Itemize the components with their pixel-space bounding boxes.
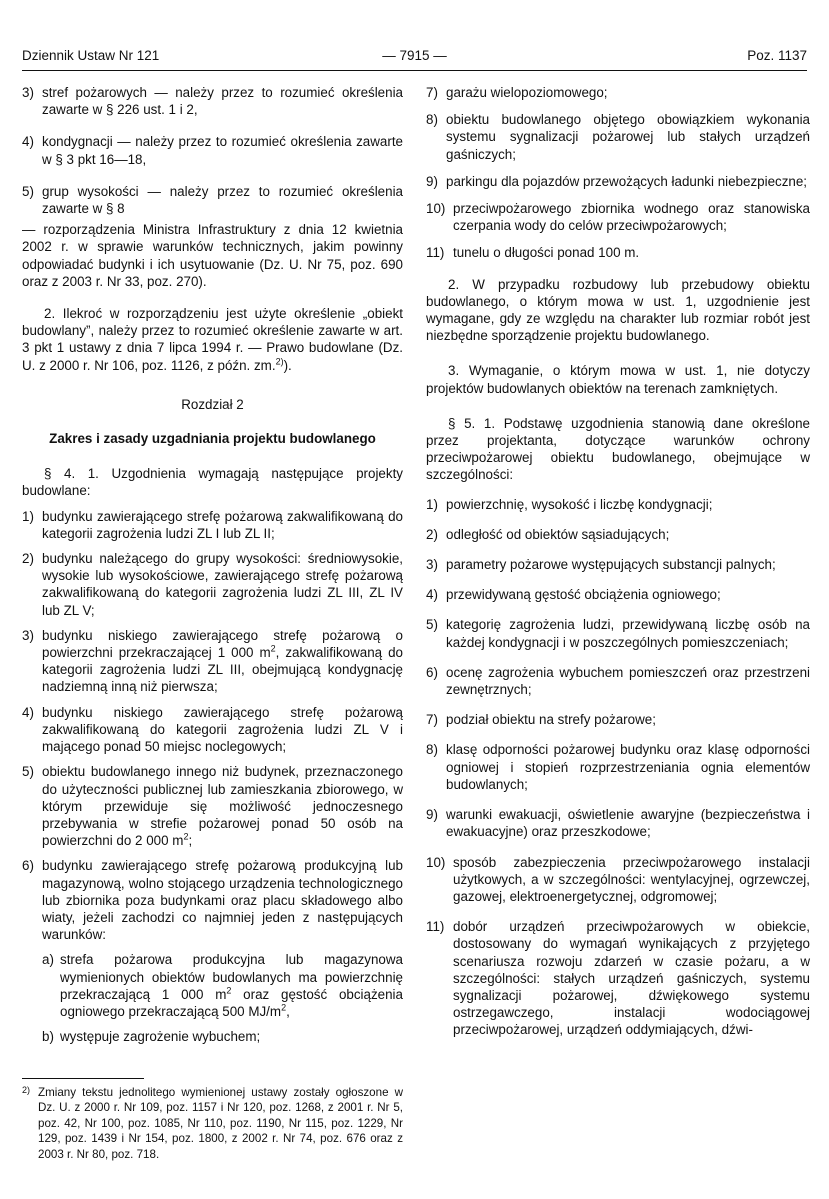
page-number: — 7915 — [382,48,447,63]
item-text: parametry pożarowe występujących substancji palnych; [446,557,776,573]
list-item [426,84,810,101]
list-item [22,550,403,619]
item-number: 4) [426,587,438,603]
item-text: dobór urządzeń przeciwpożarowych w obiekcie, dostosowany do wymagań wynikających z przyjętego scenariusza rozwoju zdarzeń w czasie pożaru, a w szczególności: stałych urządzeń gaśniczych, systemu sygnalizacji pożarowej, dźwiękowego systemu ostrzegawczego, instalacji wodociągowej przeciwpożarowej, urządzeń oddymiających, dźwi- [453,919,810,1038]
superscript: 2 [183,831,189,842]
paragraph-text: 2. Ilekroć w rozporządzeniu jest użyte określenie „obiekt budowlany”, należy przez to rozumieć określenie zawarte w art. 3 pkt 1 ustawy z dnia 7 lipca 1994 r. — Prawo budowlane (Dz. U. z 2000 r. Nr 106, poz. 1126, z późn. zm. [22,306,403,373]
sub-item [22,1028,403,1045]
list-item [426,918,810,1038]
item-text: grup wysokości — należy przez to rozumieć określenia zawarte w § 8 [42,183,403,217]
item-text: sposób zabezpieczenia przeciwpożarowego instalacji użytkowych, a w szczególności: wentylacyjnej, ogrzewczej, gazowej, elektroenergetycznej, odgromowej; [453,854,810,904]
footnote-rule [22,1078,144,1079]
list-item [426,244,810,261]
superscript: 2 [270,643,276,654]
list-item [426,111,810,163]
list-item [426,854,810,906]
item-number: 9) [426,807,438,823]
item-number: 7) [426,712,438,728]
item-number: 5) [22,183,34,199]
regulation-reference: — rozporządzenia Ministra Infrastruktury z dnia 12 kwietnia 2002 r. w sprawie warunków technicznych, jakim powinny odpowiadać budynki i ich usytuowanie (Dz. U. Nr 75, poz. 690 oraz z 2003 r. Nr 33, poz. 270). [22,222,403,289]
list-item [426,173,810,190]
footnote-ref: 2) [275,356,284,367]
sub-item-letter: a) [42,952,54,968]
item-number: 1) [22,508,34,524]
footnote-number: 2) [22,1085,31,1095]
item-number: 2) [426,526,438,542]
footnote [22,1085,403,1162]
list-item [426,496,810,513]
item-text: powierzchnię, wysokość i liczbę kondygnacji; [446,496,713,512]
list-item [22,133,403,167]
sub-item-letter: b) [42,1029,54,1045]
list-item [22,704,403,756]
superscript: 2 [226,985,232,996]
list-item [426,664,810,698]
list-item [426,806,810,840]
list-item [426,200,810,234]
item-text: tunelu o długości ponad 100 m. [453,245,640,261]
item-number: 5) [22,764,34,780]
list-item [426,711,810,728]
item-number: 7) [426,85,438,100]
item-number: 11) [426,245,445,261]
sub-item-text: , [286,1003,290,1019]
item-text: ; [188,833,193,849]
item-text: stref pożarowych — należy przez to rozumieć określenia zawarte w § 226 ust. 1 i 2, [42,85,403,118]
item-number: 3) [22,85,34,100]
header-rule [22,70,807,71]
item-number: 5) [426,617,438,633]
sub-item-text: występuje zagrożenie wybuchem; [60,1029,261,1045]
right-column [426,84,810,1039]
section-4-intro: § 4. 1. Uzgodnienia wymagają następujące projekty budowlane: [22,466,403,499]
item-text: obiektu budowlanego innego niż budynek, przeznaczonego do użyteczności publicznej lub zamieszkania zbiorowego, w którym przewiduje się możliwość jednoczesnego przebywania w strefie pożarowej ponad 50 osób na powierzchni do 2 000 m [42,764,403,849]
item-text: , zakwalifikowaną do kategorii zagrożenia ludzi ZL III, obejmującą kondygnację nadziemną inną niż pierwsza; [42,645,404,695]
item-text: odległość od obiektów sąsiadujących; [446,526,670,542]
item-text: podział obiektu na strefy pożarowe; [446,712,656,728]
list-item [22,627,403,696]
item-text: przeciwpożarowego zbiornika wodnego oraz stanowiska czerpania wody do celów przeciwpożarowych; [453,201,810,234]
list-item [426,616,810,650]
item-number: 10) [426,854,446,870]
list-item [426,741,810,793]
section-4-paragraph-2: 2. W przypadku rozbudowy lub przebudowy obiektu budowlanego, o którym mowa w ust. 1, uzgodnienie jest wymagane, gdy ze względu na charakter lub rozmiar robót jest niezbędne sporządzenie projektu budowlanego. [426,276,810,344]
list-item [426,526,810,543]
sub-item [22,951,403,1020]
item-text: garażu wielopoziomowego; [446,85,608,100]
list-item [22,857,403,943]
item-text: ocenę zagrożenia wybuchem pomieszczeń oraz przestrzeni zewnętrznych; [446,664,810,698]
item-number: 6) [426,664,438,680]
item-number: 11) [426,919,445,935]
paragraph-end: ). [283,357,292,373]
item-number: 6) [22,858,34,874]
page-header [22,48,807,68]
list-item [22,183,403,217]
item-text: budynku niskiego zawierającego strefę pożarową o powierzchni przekraczającej 1 000 m [42,627,403,661]
item-text: obiektu budowlanego objętego obowiązkiem wykonania systemu sygnalizacji pożarowej lub stałych urządzeń gaśniczych; [446,112,810,162]
chapter-title: Zakres i zasady uzgadniania projektu budowlanego [49,431,376,447]
item-text: budynku należącego do grupy wysokości: średniowysokie, wysokie lub wysokościowe, zawierającego strefę pożarową zakwalifikowaną do kategorii zagrożenia ludzi ZL III, ZL IV lub ZL V; [42,551,403,618]
section-4-paragraph-3: 3. Wymaganie, o którym mowa w ust. 1, nie dotyczy projektów budowlanych obiektów na terenach zamkniętych. [426,363,810,396]
list-item [22,508,403,542]
item-number: 3) [426,557,438,573]
sub-item-text: strefa pożarowa produkcyjna lub magazynowa wymienionych obiektów budowlanych ma powierzchnię przekraczającą 1 000 m [60,952,403,1002]
position-number: Poz. 1137 [747,48,807,63]
item-number: 8) [426,742,438,758]
item-text: budynku zawierającego strefę pożarową produkcyjną lub magazynową, wolno stojącego urządzenia technologicznego lub zbiornika poza budynkami oraz placu składowego albo wiaty, jeżeli zachodzi co najmniej jeden z następujących warunków: [42,858,403,943]
list-item [426,586,810,603]
item-text: warunki ewakuacji, oświetlenie awaryjne (bezpieczeństwa i ewakuacyjne) oraz przeszkodowe; [446,807,810,840]
list-item [22,84,403,118]
item-number: 10) [426,201,446,217]
item-text: klasę odporności pożarowej budynku oraz klasę odporności ogniowej i stopień rozprzestrzeniania ognia elementów budowlanych; [446,742,810,792]
section-5-intro: § 5. 1. Podstawę uzgodnienia stanowią dane określone przez projektanta, dotyczące warunków ochrony przeciwpożarowej obiektu budowlanego, obejmujące w szczególności: [426,415,810,483]
item-number: 4) [22,704,34,720]
item-number: 8) [426,112,438,128]
item-number: 4) [22,134,34,150]
item-text: kategorię zagrożenia ludzi, przewidywaną liczbę osób na każdej kondygnacji i w poszczególnych pomieszczeniach; [446,617,810,650]
item-number: 3) [22,627,34,643]
list-item [22,763,403,849]
item-text: przewidywaną gęstość obciążenia ogniowego; [446,587,721,603]
list-item [426,556,810,573]
item-text: kondygnacji — należy przez to rozumieć określenia zawarte w § 3 pkt 16—18, [42,134,403,167]
superscript: 2 [281,1002,287,1013]
item-number: 1) [426,496,438,512]
footnote-text: Zmiany tekstu jednolitego wymienionej ustawy zostały ogłoszone w Dz. U. z 2000 r. Nr 109, poz. 1157 i Nr 120, poz. 1268, z 2001 r. Nr 5, poz. 42, Nr 100, poz. 1085, Nr 110, poz. 1190, Nr 115, poz. 1229, Nr 129, poz. 1439 i Nr 154, poz. 1800, z 2002 r. Nr 74, poz. 676 oraz z 2003 r. Nr 80, poz. 718. [38,1086,403,1161]
item-text: budynku zawierającego strefę pożarową zakwalifikowaną do kategorii zagrożenia ludzi ZL I lub ZL II; [42,508,403,541]
chapter-heading: Rozdział 2 [181,396,244,412]
item-text: parkingu dla pojazdów przewożących ładunki niebezpieczne; [446,173,808,189]
sub-item-text: oraz gęstość obciążenia ogniowego przekraczającą 500 MJ/m [60,986,403,1019]
item-number: 2) [22,551,34,567]
item-number: 9) [426,173,438,189]
left-column [22,84,403,1060]
paragraph-2 [22,305,403,374]
journal-name: Dziennik Ustaw Nr 121 [22,48,160,63]
item-text: budynku niskiego zawierającego strefę pożarową zakwalifikowaną do kategorii zagrożenia ludzi ZL V i mającego ponad 50 miejsc noclegowych; [42,704,403,755]
